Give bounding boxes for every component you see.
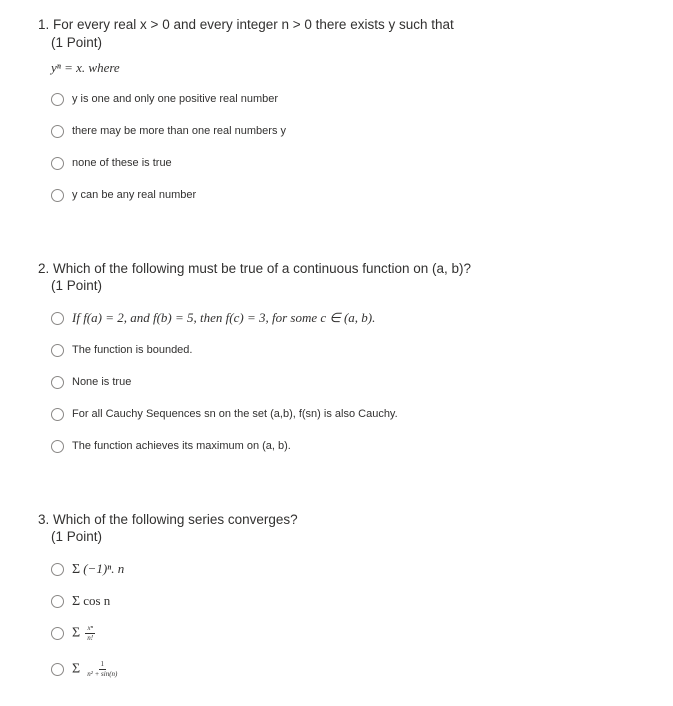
answer-option[interactable] [51,560,124,578]
option-label: None is true [72,376,132,388]
sigma-symbol: Σ [72,624,81,640]
radio-button[interactable] [51,563,64,576]
radio-button[interactable] [51,408,64,421]
radio-button[interactable] [51,376,64,389]
radio-button[interactable] [51,157,64,170]
question-text: Which of the following must be true of a continuous function on (a, b)? [53,261,472,276]
question-text: Which of the following series converges? [53,512,298,527]
series-fraction [85,625,95,642]
question-number: 1. [38,17,50,32]
radio-button[interactable] [51,663,64,676]
radio-button[interactable] [51,440,64,453]
answer-option[interactable] [51,592,110,610]
option-label: y is one and only one positive real number [72,93,279,105]
question-points: (1 Point) [51,529,103,544]
question-number: 2. [38,261,50,276]
option-label: The function achieves its maximum on (a, b). [72,440,291,452]
answer-option[interactable] [51,309,375,327]
answer-option[interactable] [51,341,192,359]
option-label [72,661,119,678]
question-title [38,261,471,276]
option-label [72,625,95,642]
answer-option[interactable] [51,122,286,140]
radio-button[interactable] [51,312,64,325]
option-label [72,561,124,578]
answer-option[interactable] [51,90,278,108]
radio-button[interactable] [51,125,64,138]
question-title [38,17,454,32]
radio-button[interactable] [51,595,64,608]
radio-button[interactable] [51,189,64,202]
option-label: y can be any real number [72,189,197,201]
question-title [38,512,298,527]
question-points: (1 Point) [51,278,103,293]
fraction-numerator: xⁿ [87,623,93,632]
question-number: 3. [38,512,50,527]
option-label [72,593,110,610]
answer-option[interactable] [51,624,95,642]
answer-option[interactable] [51,186,196,204]
question-text: For every real x > 0 and every integer n > 0 there exists y such that [53,17,454,32]
series-fraction [85,661,119,678]
answer-option[interactable] [51,405,398,423]
sigma-symbol: Σ [72,660,81,676]
radio-button[interactable] [51,93,64,106]
option-label: none of these is true [72,157,172,169]
radio-button[interactable] [51,627,64,640]
answer-option[interactable] [51,437,291,455]
fraction-denominator: n! [87,633,94,642]
option-label: there may be more than one real numbers y [72,125,287,137]
option-label: If f(a) = 2, and f(b) = 5, then f(c) = 3, for some c ∈ (a, b). [72,310,376,325]
answer-option[interactable] [51,154,172,172]
fraction-denominator: n² + sin(n) [87,669,118,678]
series-term: cos n [83,592,111,608]
option-label: The function is bounded. [72,344,193,356]
radio-button[interactable] [51,344,64,357]
option-label: For all Cauchy Sequences sn on the set (a,b), f(sn) is also Cauchy. [72,408,398,420]
question-points: (1 Point) [51,35,103,50]
question-subtext: yⁿ = x. where [51,60,120,75]
answer-option[interactable] [51,660,119,678]
answer-option[interactable] [51,373,131,391]
sigma-symbol: Σ [72,593,81,609]
series-term: (−1)ⁿ. n [83,560,125,576]
fraction-numerator: 1 [100,659,105,668]
sigma-symbol: Σ [72,561,81,577]
